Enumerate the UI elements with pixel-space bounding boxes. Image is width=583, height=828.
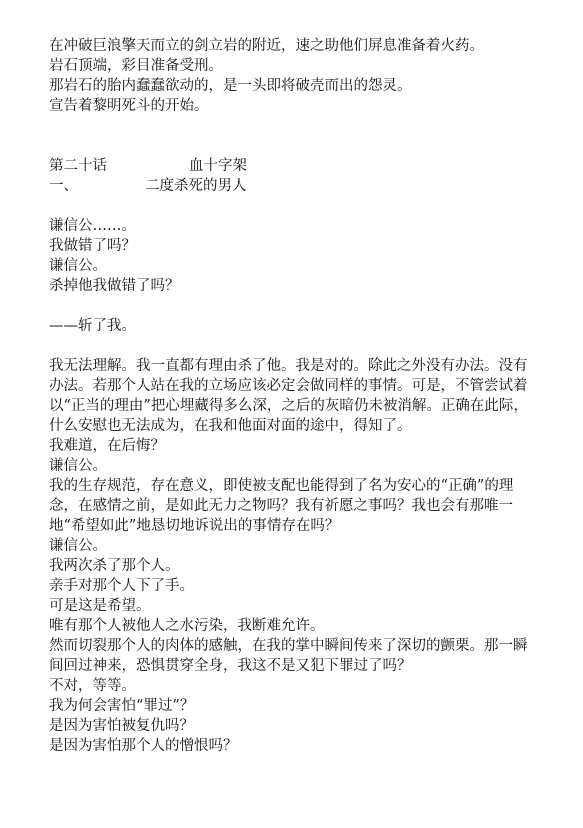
intro-paragraph-1: 在冲破巨浪擎天而立的剑立岩的附近，速之助他们屏息准备着火药。 [49,38,484,54]
paragraph-5: 谦信公。 [49,538,107,554]
paragraph-1: 我无法理解。我一直都有理由杀了他。我是对的。除此之外没有办法。没有办法。若那个人站在我的立场应该必定会做同样的事情。可是，不管尝试着以“正当的理由”把心埋藏得多么深，之后的灰暗仍未被消解。正确在此际，什么安慰也无法成为，在我和他面对面的途中，得知了。 [49,358,528,434]
paragraph-14: 是因为害怕那个人的憎恨吗？ [49,738,238,754]
paragraph-6: 我两次杀了那个人。 [49,558,180,574]
section-number: 一、 [49,178,78,194]
paragraph-9: 唯有那个人被他人之水污染，我断难允许。 [49,618,325,634]
dialogue-line-1: 谦信公……。 [49,218,136,234]
intro-paragraph-2: 岩石顶端，彩目准备受刑。 [49,58,223,74]
section-heading [49,176,539,196]
chapter-number: 第二十话 [49,158,107,174]
dialogue-line-3: 谦信公。 [49,258,107,274]
spacer [49,116,539,156]
dialogue-line-5: ——斩了我。 [49,318,136,334]
paragraph-13: 是因为害怕被复仇吗？ [49,718,194,734]
section-title: 二度杀死的男人 [145,178,247,194]
paragraph-11: 不对，等等。 [49,678,136,694]
paragraph-4: 我的生存规范，存在意义，即使被支配也能得到了名为安心的“正确”的理念，在感情之前，是如此无力之物吗？我有祈愿之事吗？我也会有那唯一地“希望如此”地恳切地诉说出的事情存在吗？ [49,478,514,534]
intro-paragraph-4: 宣告着黎明死斗的开始。 [49,98,209,114]
paragraph-12: 我为何会害怕“罪过”？ [49,698,195,714]
paragraph-2: 我难道，在后悔？ [49,438,165,454]
paragraph-3: 谦信公。 [49,458,107,474]
intro-paragraph-3: 那岩石的胎内蠢蠢欲动的，是一头即将破壳而出的怨灵。 [49,78,412,94]
spacer [49,196,539,216]
paragraph-8: 可是这是希望。 [49,598,151,614]
dialogue-line-4: 杀掉他我做错了吗？ [49,278,180,294]
spacer [49,296,539,316]
spacer [49,336,539,356]
chapter-heading [49,156,539,176]
paragraph-7: 亲手对那个人下了手。 [49,578,194,594]
dialogue-line-2: 我做错了吗？ [49,238,136,254]
paragraph-10: 然而切裂那个人的肉体的感触，在我的掌中瞬间传来了深切的颤栗。那一瞬间回过神来，恐惧贯穿全身，我这不是又犯下罪过了吗？ [49,638,528,674]
document-page [49,36,539,756]
chapter-title: 血十字架 [189,158,247,174]
